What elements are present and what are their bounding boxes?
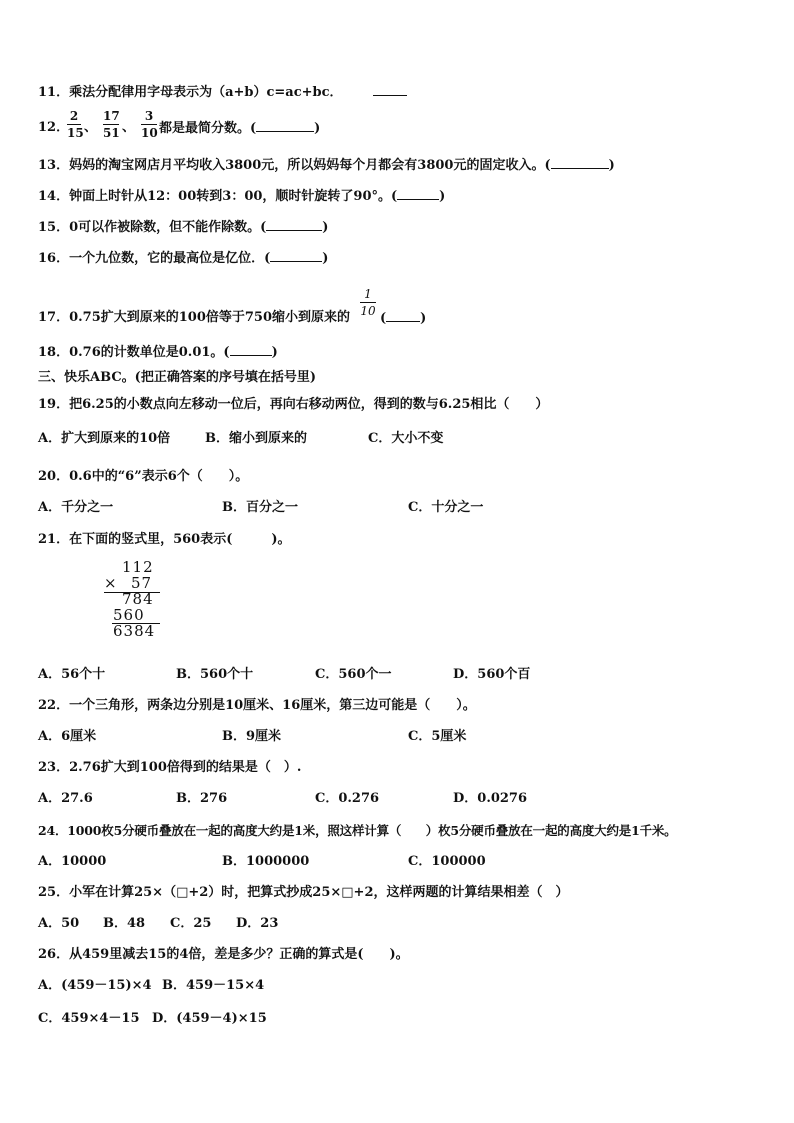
option-a[interactable]: A．6厘米	[38, 729, 97, 744]
question-24: 24．1000枚5分硬币叠放在一起的高度大约是1米，照这样计算（ ）枚5分硬币叠放在一起的高度大约是1千米。	[38, 823, 677, 838]
option-c[interactable]: C．459×4－15	[38, 1011, 140, 1026]
option-b[interactable]: B．459－15×4	[162, 978, 265, 993]
question-22: 22．一个三角形，两条边分别是10厘米、16厘米，第三边可能是（ ）。	[38, 698, 476, 713]
section-heading: 三、快乐ABC。(把正确答案的序号填在括号里)	[38, 370, 316, 385]
answer-blank[interactable]	[373, 83, 407, 96]
question-18: 18．0.76的计数单位是0.01。( )	[38, 345, 278, 360]
option-a[interactable]: A．千分之一	[38, 500, 114, 515]
question-25: 25．小军在计算25×（□+2）时，把算式抄成25×□+2，这样两题的计算结果相差（ ）	[38, 885, 569, 900]
question-23: 23．2.76扩大到100倍得到的结果是（ ）.	[38, 760, 302, 775]
fraction-1-10: 1 10	[360, 287, 376, 318]
option-b[interactable]: B．百分之一	[222, 500, 298, 515]
option-d[interactable]: D．560个百	[453, 667, 531, 682]
question-15: 15．0可以作被除数，但不能作除数。( )	[38, 220, 329, 235]
answer-blank[interactable]	[256, 119, 314, 132]
question-20: 20．0.6中的“6”表示6个（ ）。	[38, 469, 249, 484]
answer-blank[interactable]	[266, 218, 322, 231]
fraction-17-51: 17 51	[103, 109, 120, 140]
question-12-number: 12．	[38, 120, 70, 135]
option-a[interactable]: A．扩大到原来的10倍	[38, 431, 171, 446]
option-a[interactable]: A．(459－15)×4	[38, 978, 152, 993]
question-14: 14．钟面上时针从12：00转到3：00，顺时针旋转了90°。( )	[38, 189, 446, 204]
fraction-2-15: 2 15	[67, 109, 84, 140]
option-b[interactable]: B．9厘米	[222, 729, 282, 744]
question-19: 19．把6.25的小数点向左移动一位后，再向右移动两位，得到的数与6.25相比（ ）	[38, 397, 549, 412]
option-c[interactable]: C．100000	[408, 854, 486, 869]
option-d[interactable]: D．23	[236, 916, 279, 931]
option-c[interactable]: C．十分之一	[408, 500, 484, 515]
answer-blank[interactable]	[386, 309, 420, 322]
option-d[interactable]: D．0.0276	[453, 791, 528, 806]
option-c[interactable]: C．25	[170, 916, 212, 931]
option-b[interactable]: B．缩小到原来的	[205, 431, 307, 446]
option-b[interactable]: B．1000000	[222, 854, 310, 869]
option-a[interactable]: A．10000	[38, 854, 107, 869]
option-c[interactable]: C．560个一	[315, 667, 392, 682]
option-b[interactable]: B．276	[176, 791, 228, 806]
question-11: 11．乘法分配律用字母表示为（a+b）c=ac+bc．	[38, 83, 407, 102]
option-c[interactable]: C．大小不变	[368, 431, 444, 446]
answer-blank[interactable]	[551, 156, 609, 169]
answer-blank[interactable]	[397, 187, 439, 200]
option-c[interactable]: C．5厘米	[408, 729, 467, 744]
question-16: 16．一个九位数，它的最高位是亿位．( )	[38, 251, 329, 266]
option-b[interactable]: B．560个十	[176, 667, 254, 682]
fraction-3-10: 3 10	[141, 109, 158, 140]
question-17-answer: ( )	[380, 311, 427, 326]
question-21: 21．在下面的竖式里，560表示( )。	[38, 532, 291, 547]
option-a[interactable]: A．50	[38, 916, 80, 931]
question-13: 13．妈妈的淘宝网店月平均收入3800元，所以妈妈每个月都会有3800元的固定收入。( )	[38, 158, 615, 173]
question-26: 26．从459里减去15的4倍，差是多少？正确的算式是( )。	[38, 947, 409, 962]
option-a[interactable]: A．27.6	[38, 791, 93, 806]
question-12: 都是最简分数。( )	[159, 121, 321, 136]
option-c[interactable]: C．0.276	[315, 791, 380, 806]
option-b[interactable]: B．48	[103, 916, 146, 931]
option-d[interactable]: D．(459－4)×15	[152, 1011, 267, 1026]
answer-blank[interactable]	[270, 249, 322, 262]
question-17: 17．0.75扩大到原来的100倍等于750缩小到原来的	[38, 310, 351, 325]
option-a[interactable]: A．56个十	[38, 667, 106, 682]
answer-blank[interactable]	[230, 343, 272, 356]
